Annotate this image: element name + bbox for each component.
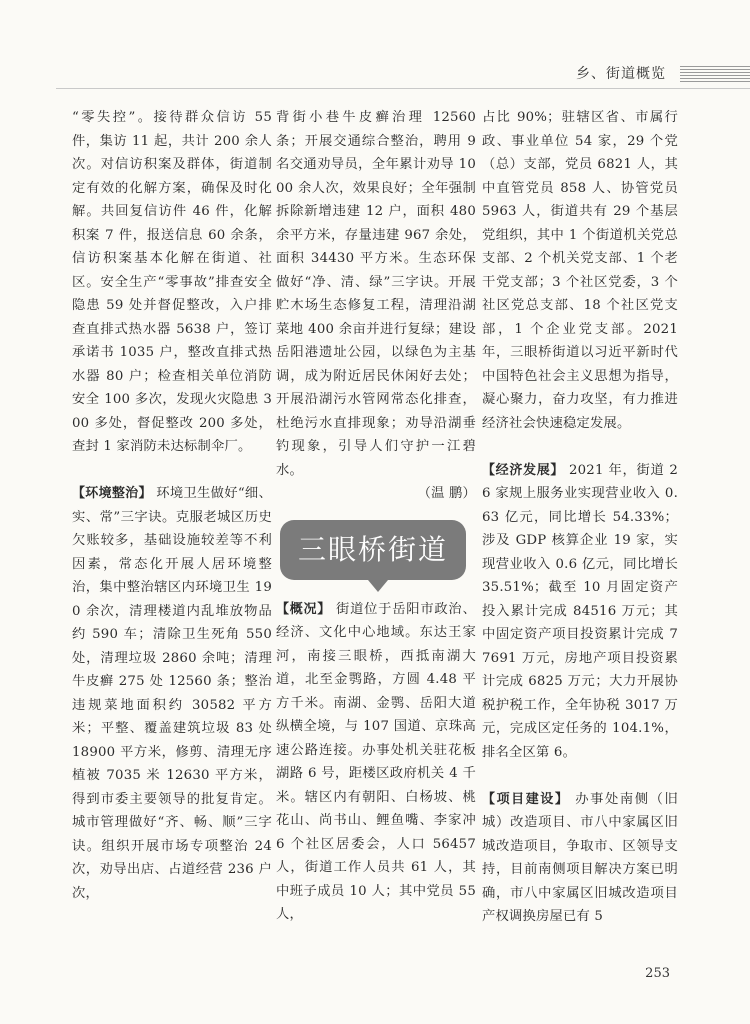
section-tag-overview: 【概况】 xyxy=(276,601,332,617)
paragraph-environment xyxy=(72,482,272,905)
page-number: 253 xyxy=(645,966,670,981)
column-3 xyxy=(482,106,678,929)
section-title-banner xyxy=(280,520,466,580)
column-1 xyxy=(72,106,272,905)
section-title: 三眼桥街道 xyxy=(297,532,448,566)
column-2 xyxy=(276,106,476,927)
overview-text: 街道位于岳阳市政治、经济、文化中心地域。东达王家河，南接三眼桥，西抵南湖大道，北至金鹗路，方圆 4.48 平方千米。南湖、金鹗、岳阳大道纵横全境，与 107 国道、京珠高速公路连接。办事处机关驻花板湖路 6 号，距楼区政府机关 4 千米。辖区内有朝阳、白杨坡、桃花山、尚书山、鲤鱼嘴、李家冲 6 个社区居委会，人口 56457 人，街道工作人员共 61 人，其中班子成员 10 人；其中党员 55 人， xyxy=(276,601,476,922)
section-tag-environment: 【环境整治】 xyxy=(72,486,152,501)
author-name: （温 鹏） xyxy=(417,486,476,501)
projects-text: 办事处南侧（旧城）改造项目、市八中家属区旧城改造项目，争取市、区领导支持，目前南侧项目解决方案已明确，市八中家属区旧城改造项目产权调换房屋已有 5 xyxy=(482,791,678,924)
section-tag-economy: 【经济发展】 xyxy=(482,462,565,478)
paragraph-projects xyxy=(482,788,678,929)
paragraph-petition-safety: “零失控”。接待群众信访 55 件，集访 11 起，共计 200 余人次。对信访积案及群体，街道制定有效的化解方案，确保及时化解。共回复信访件 46 件，化解积案 7 件，报送信息 60 余条，信访积案基本化解在街道、社区。安全生产“零事故”排查安全隐患 59 处并督促整改，入户排查直排式热水器 5638 户，签订承诺书 1035 户，整改直排式热水器 80 户；检查相关单位消防安全 100 多次，发现火灾隐患 300 多处，督促整改 200 多处，查封 1 家消防未达标制伞厂。 xyxy=(72,110,272,454)
environment-text: 环境卫生做好“细、实、常”三字诀。克服老城区历史欠账较多，基础设施较差等不利因素，常态化开展人居环境整治，集中整治辖区内环境卫生 190 余次，清理楼道内乱堆放物品约 590 车；清除卫生死角 550 处，清理垃圾 2860 余吨；清理牛皮癣 275 处 12560 条；整治违规菜地面积约 30582 平方米；平整、覆盖建筑垃圾 83 处 18900 平方米，修剪、清理无序植被 7035 米 12630 平方米，得到市委主要领导的批复肯定。城市管理做好“齐、畅、顺”三字诀。组织开展市场专项整治 24 次，劝导出店、占道经营 236 户次， xyxy=(72,486,273,901)
economy-text: 2021 年，街道 26 家规上服务业实现营业收入 0.63 亿元，同比增长 54.33%；涉及 GDP 核算企业 19 家，实现营业收入 0.6 亿元，同比增长 35.51%；截至 10 月固定资产投入累计完成 84516 万元；其中固定资产项目投资累计完成 77691 万元，房地产项目投资累计完成 6825 万元；大力开展协税护税工作，全年协税 3017 万元，完成区定任务的 104.1%，排名全区第 6。 xyxy=(482,462,678,760)
header-decorative-rule xyxy=(680,66,750,82)
paragraph-ecology: 背街小巷牛皮癣治理 12560 条；开展交通综合整治，聘用 9 名交通劝导员，全年累计劝导 1000 余人次，效果良好；全年强制拆除新增违建 12 户，面积 480 余平方米，存量违建 967 余处，面积 34430 平方米。生态环保做好“净、清、绿”三字诀。开展贮木场生态修复工程，清理沿湖菜地 400 余亩并进行复绿；建设岳阳港遗址公园，以绿色为主基调，成为附近居民休闲好去处；开展沿湖污水管网常态化排查，杜绝污水直排现象；劝导沿湖垂钓现象，引导人们守护一江碧水。 xyxy=(276,110,476,478)
paragraph-economy xyxy=(482,459,678,765)
page-header-title: 乡、街道概览 xyxy=(576,66,666,82)
section-tag-projects: 【项目建设】 xyxy=(482,791,570,807)
paragraph-overview xyxy=(276,598,476,927)
header-divider xyxy=(56,88,750,89)
paragraph-party: 占比 90%；驻辖区省、市属行政、事业单位 54 家，29 个党（总）支部，党员 6821 人，其中直管党员 858 人、协管党员 5963 人，街道共有 29 个基层党组织，其中 1 个街道机关党总支部、2 个机关党支部、1 个老干党支部；3 个社区党委，3 个社区党总支部、18 个社区党支部，1 个企业党支部。2021 年，三眼桥街道以习近平新时代中国特色社会主义思想为指导，凝心聚力，奋力攻坚，有力推进经济社会快速稳定发展。 xyxy=(482,110,678,431)
